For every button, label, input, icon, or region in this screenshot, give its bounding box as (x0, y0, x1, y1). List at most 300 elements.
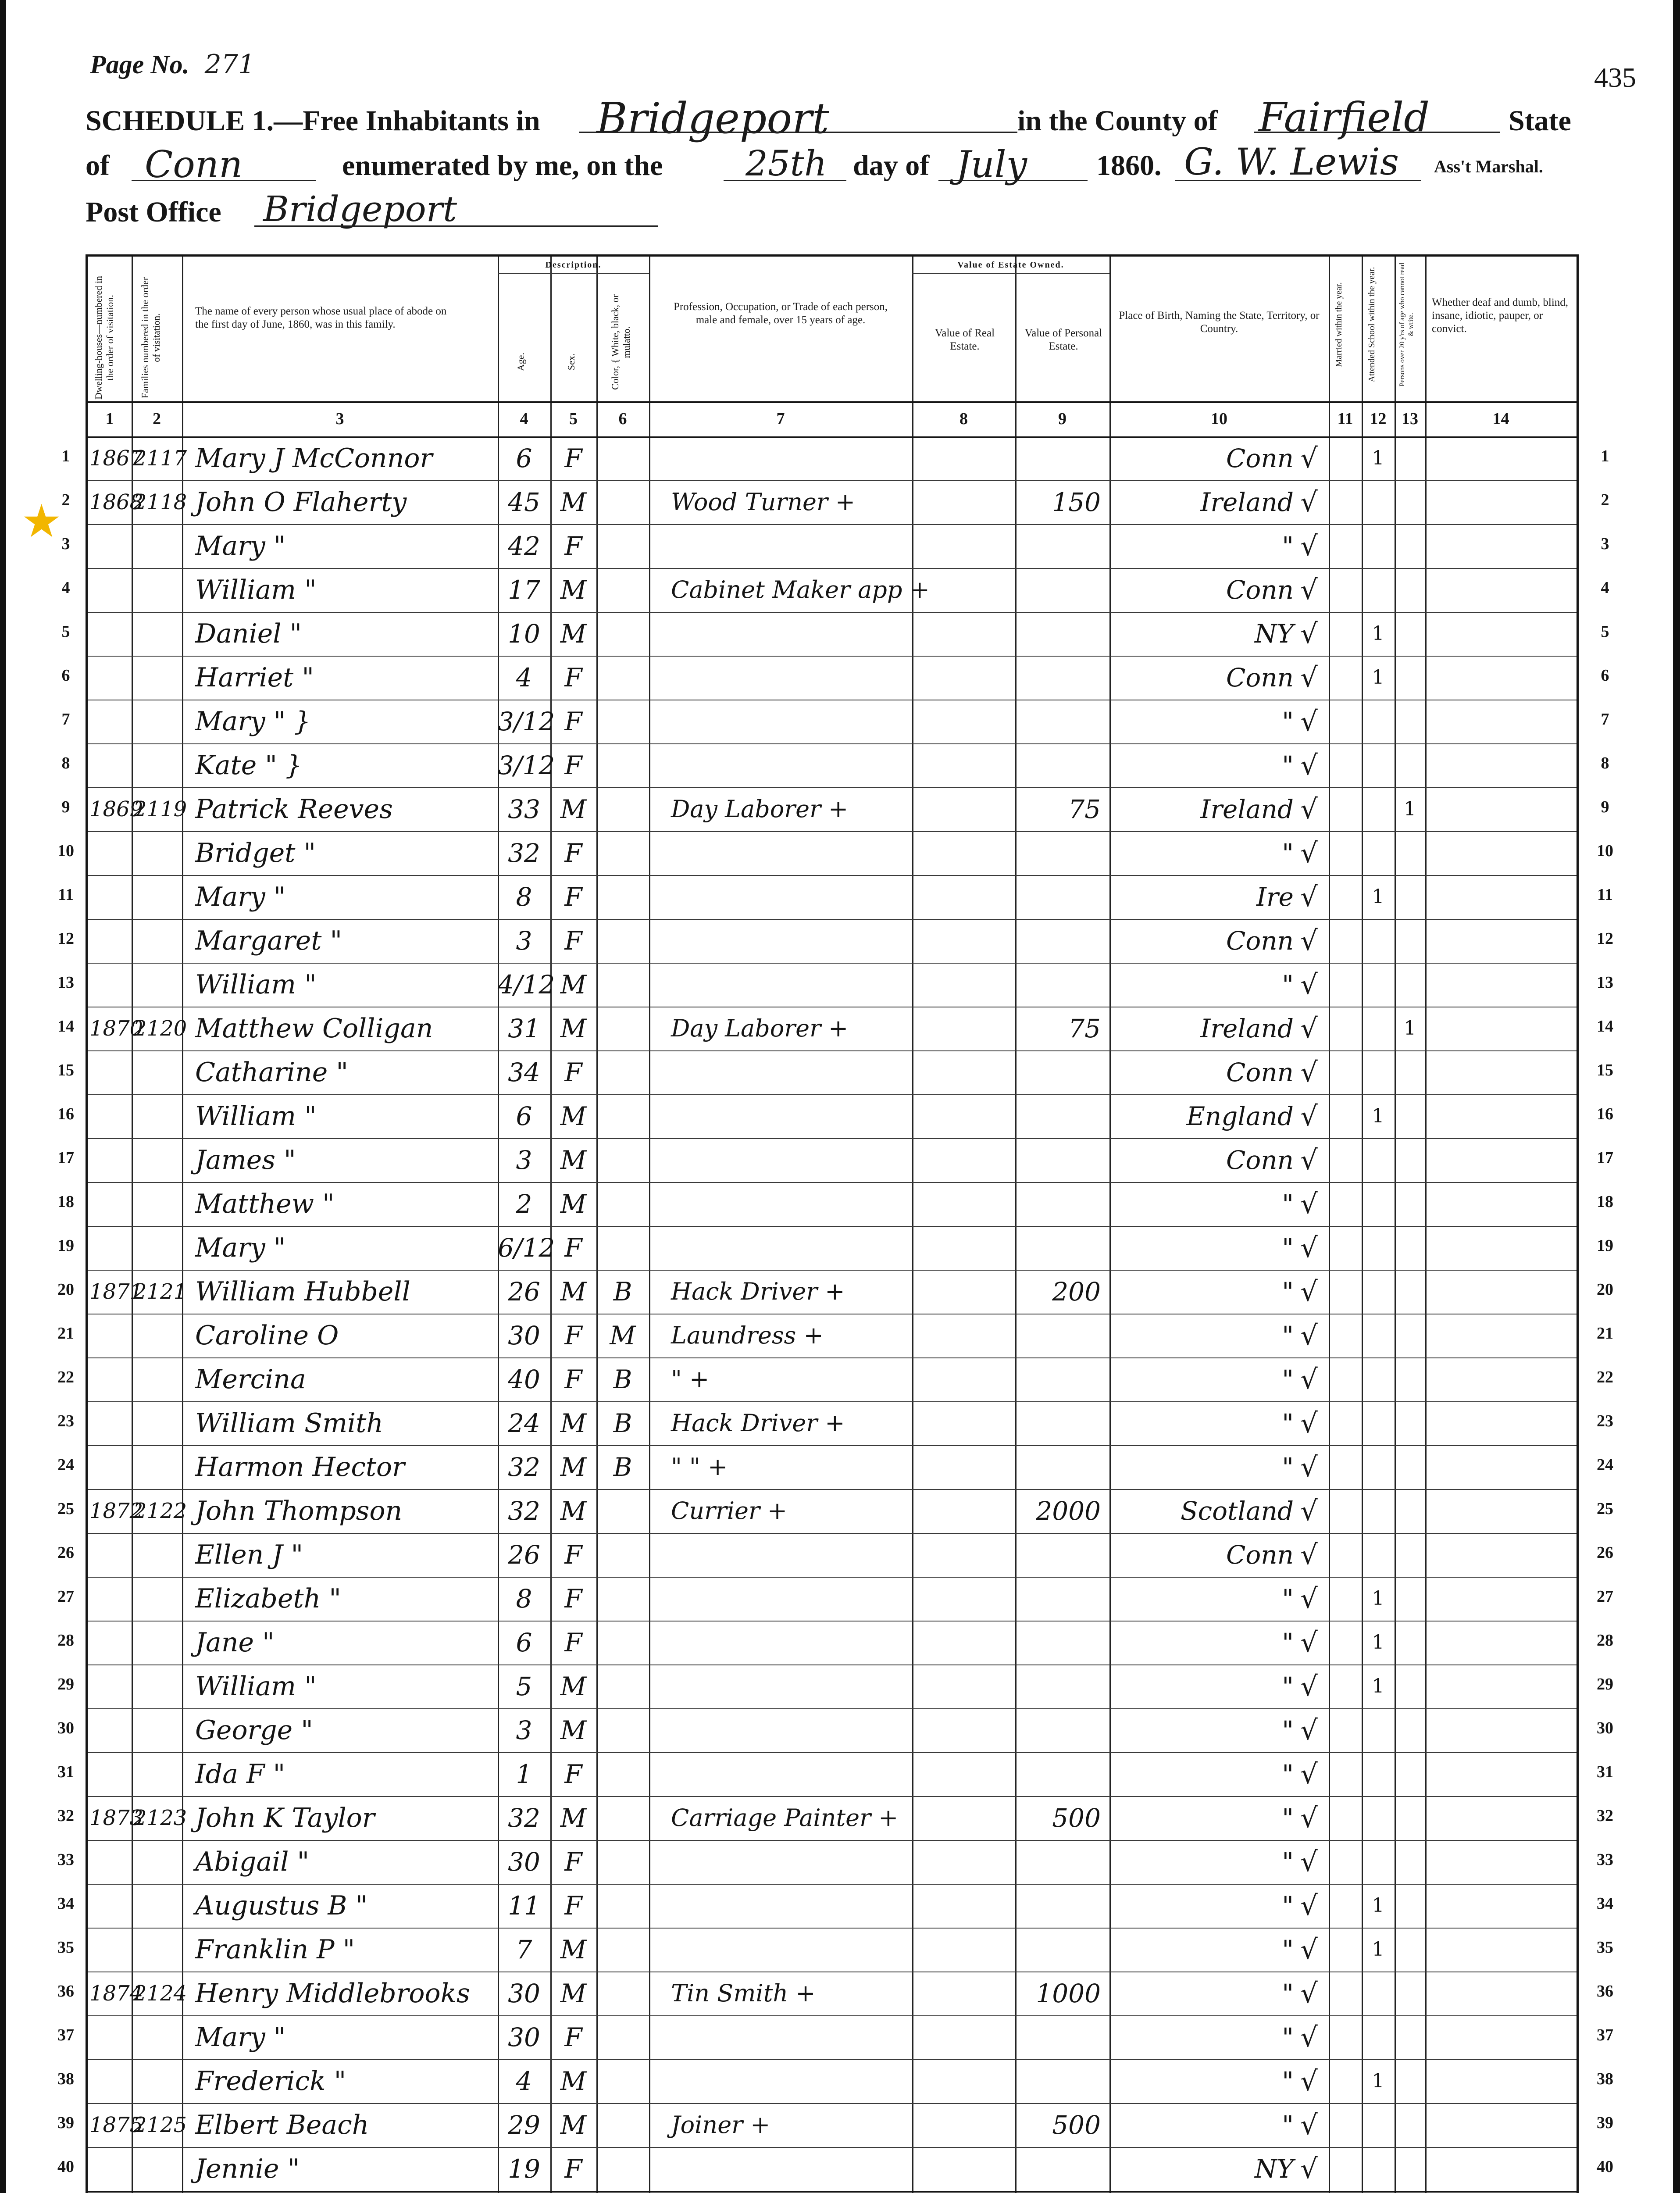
sex: F (564, 1540, 582, 1570)
birthplace-check-mark: √ (1300, 1670, 1318, 1702)
birthplace-check-mark: √ (1300, 2065, 1318, 2097)
row-number-left: 2 (61, 491, 70, 509)
row-number-left: 10 (57, 842, 74, 860)
sex: M (560, 1189, 587, 1219)
row-number-right: 1 (1601, 447, 1609, 465)
family-number: 2124 (133, 1981, 187, 2006)
birthplace: " (1282, 1759, 1294, 1789)
birthplace: " (1282, 1628, 1294, 1657)
person-name: Kate " } (195, 750, 303, 781)
birthplace: " (1282, 2066, 1294, 2096)
sex: M (560, 1277, 587, 1307)
age: 3 (516, 926, 532, 956)
col5-header: Sex. (566, 353, 577, 371)
sex: F (564, 663, 582, 693)
person-name: Harriet " (195, 662, 314, 693)
personal-estate-value: 200 (1052, 1277, 1101, 1307)
row-number-right: 14 (1597, 1017, 1613, 1036)
column-number-10: 10 (1211, 410, 1227, 428)
birthplace: " (1282, 750, 1294, 780)
birthplace: Scotland (1180, 1496, 1294, 1526)
row-number-right: 10 (1597, 842, 1613, 860)
birthplace: " (1282, 1233, 1294, 1263)
enumerated-label: enumerated by me, on the (342, 150, 663, 182)
birthplace: " (1282, 1452, 1294, 1482)
personal-estate-value: 500 (1052, 1803, 1101, 1833)
row-number-right: 21 (1597, 1324, 1613, 1343)
person-name: Caroline O (195, 1320, 339, 1351)
sex: F (564, 1233, 582, 1263)
row-number-left: 6 (61, 666, 70, 685)
row-number-left: 32 (57, 1807, 74, 1825)
row-rule (88, 2147, 1577, 2148)
marshal-name: G. W. Lewis (1184, 140, 1399, 183)
sex: M (560, 1101, 587, 1131)
occupation: Carriage Painter + (671, 1804, 899, 1832)
age: 29 (508, 2110, 540, 2140)
person-name: Mary J McConnor (195, 443, 433, 474)
age: 8 (516, 882, 532, 912)
birthplace-check-mark: √ (1300, 1451, 1318, 1483)
row-number-right: 30 (1597, 1719, 1613, 1737)
col8-header: Value of Real Estate. (935, 327, 995, 352)
dwelling-number: 1870 (89, 1016, 143, 1041)
page-number-line (90, 49, 255, 80)
row-rule (88, 1226, 1577, 1227)
row-number-left: 3 (61, 535, 70, 553)
birthplace-check-mark: √ (1300, 1275, 1318, 1307)
sex: M (560, 1145, 587, 1175)
col-rule-12 (1395, 257, 1396, 2193)
row-number-right: 13 (1597, 973, 1613, 992)
person-name: Frederick " (195, 2066, 346, 2097)
age: 3/12 (498, 750, 555, 780)
totals-top-rule (88, 2191, 1577, 2193)
row-number-left: 30 (57, 1719, 74, 1737)
sex: M (560, 2110, 587, 2140)
age: 3 (516, 1145, 532, 1175)
attended-school: 1 (1372, 1631, 1384, 1654)
column-number-13: 13 (1402, 410, 1418, 428)
sex: F (564, 750, 582, 780)
age: 4/12 (498, 970, 555, 1000)
row-rule (88, 2015, 1577, 2016)
row-rule (88, 612, 1577, 613)
sex: M (560, 575, 587, 605)
sex: F (564, 882, 582, 912)
row-number-right: 31 (1597, 1763, 1613, 1781)
person-name: William Smith (195, 1408, 384, 1439)
col-rule-10 (1329, 257, 1330, 2193)
attended-school: 1 (1372, 666, 1384, 689)
of-label: of (86, 150, 110, 182)
age: 33 (508, 794, 540, 824)
day-of-label: day of (853, 150, 930, 182)
age: 8 (516, 1584, 532, 1614)
col-rule-8 (1015, 257, 1017, 2193)
birthplace-check-mark: √ (1300, 1319, 1318, 1351)
birthplace: " (1282, 1715, 1294, 1745)
dwelling-number: 1868 (89, 490, 143, 514)
row-number-right: 40 (1597, 2157, 1613, 2176)
age: 1 (516, 1759, 532, 1789)
birthplace: " (1282, 1189, 1294, 1219)
row-number-left: 9 (61, 798, 70, 816)
sex: F (564, 443, 582, 473)
row-number-right: 26 (1597, 1543, 1613, 1562)
row-number-right: 28 (1597, 1631, 1613, 1650)
birthplace-check-mark: √ (1300, 1846, 1318, 1878)
row-number-left: 33 (57, 1850, 74, 1869)
age: 31 (508, 1014, 540, 1043)
birthplace-check-mark: √ (1300, 486, 1318, 518)
marshal-rule (1175, 180, 1421, 181)
row-number-left: 16 (57, 1105, 74, 1123)
row-number-left: 1 (61, 447, 70, 465)
row-number-right: 11 (1597, 886, 1613, 904)
birthplace: Conn (1226, 1540, 1294, 1570)
personal-estate-value: 150 (1052, 487, 1101, 517)
person-name: William Hubbell (195, 1276, 410, 1307)
stamped-page-number: 435 (1594, 62, 1636, 93)
row-number-left: 25 (57, 1500, 74, 1518)
year-label: 1860. (1096, 150, 1162, 182)
row-number-right: 22 (1597, 1368, 1613, 1386)
age: 30 (508, 1979, 540, 2008)
birthplace: Conn (1226, 926, 1294, 956)
census-table (86, 254, 1579, 2193)
dwelling-number: 1874 (89, 1981, 143, 2006)
family-number: 2121 (133, 1279, 187, 1304)
row-number-left: 27 (57, 1587, 74, 1606)
sex: F (564, 2022, 582, 2052)
person-name: Mary " (195, 2022, 286, 2053)
occupation: Hack Driver + (671, 1278, 845, 1305)
row-number-right: 36 (1597, 1982, 1613, 2000)
birthplace: " (1282, 970, 1294, 1000)
color: B (613, 1408, 632, 1438)
birthplace-check-mark: √ (1300, 1802, 1318, 1834)
row-number-left: 29 (57, 1675, 74, 1693)
birthplace-check-mark: √ (1300, 1977, 1318, 2009)
row-number-left: 20 (57, 1280, 74, 1299)
birthplace-check-mark: √ (1300, 705, 1318, 737)
sex: F (564, 531, 582, 561)
column-number-9: 9 (1058, 410, 1066, 428)
person-name: William " (195, 1671, 317, 1702)
col14-header: Whether deaf and dumb, blind, insane, idiotic, pauper, or convict. (1432, 296, 1569, 335)
person-name: William " (195, 1101, 317, 1132)
day-value: 25th (745, 143, 827, 184)
row-number-right: 33 (1597, 1850, 1613, 1869)
column-number-11: 11 (1337, 410, 1353, 428)
county-rule (1254, 132, 1500, 133)
col3-header: The name of every person whose usual place of abode on the first day of June, 1860, was in this family. (195, 305, 447, 330)
person-name: William " (195, 575, 317, 605)
state-rule (132, 180, 316, 181)
birthplace: Conn (1226, 663, 1294, 693)
column-number-3: 3 (335, 410, 344, 428)
birthplace: Ireland (1200, 794, 1294, 824)
county-label: in the County of (1017, 105, 1218, 137)
row-number-left: 22 (57, 1368, 74, 1386)
birthplace-check-mark: √ (1300, 1495, 1318, 1527)
sex: F (564, 838, 582, 868)
family-number: 2117 (133, 446, 187, 471)
sex: F (564, 707, 582, 736)
row-number-right: 4 (1601, 579, 1609, 597)
occupation: Hack Driver + (671, 1409, 845, 1437)
attended-school: 1 (1372, 2070, 1384, 2092)
attended-school: 1 (1372, 447, 1384, 469)
state-name: Conn (145, 143, 243, 186)
estate-header-rule (912, 273, 1109, 274)
person-name: Patrick Reeves (195, 794, 393, 825)
birthplace-check-mark: √ (1300, 1582, 1318, 1614)
row-number-right: 24 (1597, 1456, 1613, 1474)
row-rule (88, 1621, 1577, 1622)
birthplace-check-mark: √ (1300, 1012, 1318, 1044)
column-number-14: 14 (1492, 410, 1509, 428)
person-name: Catharine " (195, 1057, 348, 1088)
row-number-left: 38 (57, 2070, 74, 2088)
age: 4 (516, 2066, 532, 2096)
col12-header: Attended School within the year. (1367, 267, 1377, 382)
person-name: Jennie " (195, 2154, 300, 2184)
family-number: 2123 (133, 1806, 187, 1830)
row-rule (88, 1533, 1577, 1534)
row-number-right: 38 (1597, 2070, 1613, 2088)
birthplace-check-mark: √ (1300, 1539, 1318, 1571)
person-name: Mercina (195, 1364, 306, 1395)
age: 30 (508, 2022, 540, 2052)
birthplace-check-mark: √ (1300, 1933, 1318, 1965)
row-rule (88, 875, 1577, 876)
cannot-read-write: 1 (1404, 1017, 1416, 1039)
birthplace-check-mark: √ (1300, 1407, 1318, 1439)
row-number-left: 18 (57, 1193, 74, 1211)
row-number-right: 16 (1597, 1105, 1613, 1123)
person-name: Ellen J " (195, 1539, 303, 1570)
occupation: Cabinet Maker app + (671, 576, 930, 604)
col-rule-2 (182, 257, 183, 2193)
birthplace-check-mark: √ (1300, 1232, 1318, 1264)
birthplace-check-mark: √ (1300, 881, 1318, 913)
birthplace: " (1282, 1891, 1294, 1921)
sex: F (564, 2154, 582, 2184)
age: 6 (516, 443, 532, 473)
birthplace: " (1282, 1979, 1294, 2008)
col2-header: Families numbered in the order of visitation. (139, 277, 162, 399)
birthplace-check-mark: √ (1300, 1144, 1318, 1176)
row-number-left: 24 (57, 1456, 74, 1474)
birthplace-check-mark: √ (1300, 968, 1318, 1000)
birthplace-check-mark: √ (1300, 442, 1318, 474)
person-name: John O Flaherty (195, 487, 407, 518)
birthplace-check-mark: √ (1300, 661, 1318, 693)
col7-header: Profession, Occupation, or Trade of each person, male and female, over 15 years of age. (673, 301, 888, 326)
age: 34 (508, 1057, 540, 1087)
attended-school: 1 (1372, 886, 1384, 908)
birthplace: " (1282, 1672, 1294, 1701)
age: 6 (516, 1628, 532, 1657)
column-number-7: 7 (776, 410, 785, 428)
row-number-left: 19 (57, 1236, 74, 1255)
color: B (613, 1452, 632, 1482)
row-number-right: 2 (1601, 491, 1609, 509)
sex: M (560, 1715, 587, 1745)
birthplace: NY (1254, 2154, 1294, 2184)
sex: F (564, 1759, 582, 1789)
birthplace-check-mark: √ (1300, 2109, 1318, 2141)
row-number-right: 18 (1597, 1193, 1613, 1211)
birthplace: " (1282, 1364, 1294, 1394)
person-name: Mary " (195, 882, 286, 912)
attended-school: 1 (1372, 1587, 1384, 1610)
person-name: Mary " (195, 531, 286, 561)
attended-school: 1 (1372, 1894, 1384, 1917)
sex: F (564, 1891, 582, 1921)
age: 40 (508, 1364, 540, 1394)
age: 32 (508, 838, 540, 868)
column-number-2: 2 (153, 410, 161, 428)
sex: F (564, 1584, 582, 1614)
age: 42 (508, 531, 540, 561)
column-number-6: 6 (618, 410, 627, 428)
person-name: George " (195, 1715, 313, 1746)
dwelling-number: 1869 (89, 797, 143, 821)
post-office-value: Bridgeport (263, 189, 457, 229)
age: 17 (508, 575, 540, 605)
birthplace-check-mark: √ (1300, 2153, 1318, 2185)
row-number-left: 34 (57, 1894, 74, 1913)
birthplace-check-mark: √ (1300, 1758, 1318, 1790)
row-number-left: 37 (57, 2026, 74, 2044)
age: 10 (508, 619, 540, 649)
age: 24 (508, 1408, 540, 1438)
col9-header: Value of Personal Estate. (1024, 327, 1102, 352)
person-name: Abigail " (195, 1847, 310, 1877)
row-number-right: 20 (1597, 1280, 1613, 1299)
row-number-left: 7 (61, 710, 70, 729)
sex: M (560, 970, 587, 1000)
person-name: Ida F " (195, 1759, 285, 1789)
age: 5 (516, 1672, 532, 1701)
birthplace: " (1282, 1935, 1294, 1964)
column-number-5: 5 (569, 410, 578, 428)
attended-school: 1 (1372, 1675, 1384, 1697)
row-number-right: 25 (1597, 1500, 1613, 1518)
birthplace: Conn (1226, 1057, 1294, 1087)
person-name: Harmon Hector (195, 1452, 405, 1482)
birthplace: Conn (1226, 443, 1294, 473)
row-number-left: 11 (58, 886, 74, 904)
month-value: July (956, 143, 1027, 186)
person-name: Henry Middlebrooks (195, 1978, 470, 2009)
column-number-4: 4 (520, 410, 528, 428)
birthplace-check-mark: √ (1300, 1714, 1318, 1746)
row-number-right: 34 (1597, 1894, 1613, 1913)
schedule-label: SCHEDULE 1.—Free Inhabitants in (86, 105, 540, 137)
birthplace-check-mark: √ (1300, 1100, 1318, 1132)
row-rule (88, 1840, 1577, 1841)
sex: M (560, 1935, 587, 1964)
row-number-left: 39 (57, 2114, 74, 2132)
birthplace: " (1282, 531, 1294, 561)
row-number-right: 12 (1597, 929, 1613, 948)
row-number-right: 19 (1597, 1236, 1613, 1255)
age: 4 (516, 663, 532, 693)
color: B (613, 1277, 632, 1307)
sex: M (560, 1979, 587, 2008)
row-number-left: 13 (57, 973, 74, 992)
sex: F (564, 1321, 582, 1350)
col13-header: Persons over 20 y'rs of age who cannot read & write. (1398, 263, 1415, 386)
occupation: Day Laborer + (671, 795, 849, 823)
dwelling-number: 1872 (89, 1499, 143, 1523)
place-name: Bridgeport (596, 94, 829, 143)
page-no-label: Page No. (90, 50, 189, 79)
attended-school: 1 (1372, 1938, 1384, 1961)
col-rule-9 (1109, 257, 1111, 2193)
page-edge-right (1673, 0, 1680, 2193)
occupation: Joiner + (671, 2111, 770, 2139)
sex: F (564, 1628, 582, 1657)
birthplace: England (1186, 1101, 1294, 1131)
sex: M (560, 2066, 587, 2096)
col-rule-13 (1425, 257, 1427, 2193)
cannot-read-write: 1 (1404, 798, 1416, 820)
description-header-rule (498, 273, 649, 274)
column-number-8: 8 (959, 410, 968, 428)
personal-estate-value: 1000 (1036, 1979, 1101, 2008)
age: 19 (508, 2154, 540, 2184)
column-number-1: 1 (105, 410, 114, 428)
row-number-left: 17 (57, 1149, 74, 1167)
attended-school: 1 (1372, 622, 1384, 645)
person-name: Elizabeth " (195, 1583, 341, 1614)
row-number-right: 35 (1597, 1938, 1613, 1957)
row-number-right: 5 (1601, 622, 1609, 641)
sex: M (560, 1408, 587, 1438)
birthplace-check-mark: √ (1300, 618, 1318, 650)
sex: F (564, 1847, 582, 1877)
row-number-right: 7 (1601, 710, 1609, 729)
age: 2 (516, 1189, 532, 1219)
day-rule (724, 180, 846, 181)
col-rule-7 (912, 257, 913, 2193)
row-number-right: 23 (1597, 1412, 1613, 1430)
birthplace-check-mark: √ (1300, 1188, 1318, 1220)
birthplace-check-mark: √ (1300, 1056, 1318, 1088)
schedule-title (86, 104, 540, 138)
page-no-value: 271 (204, 49, 255, 80)
birthplace-check-mark: √ (1300, 925, 1318, 957)
birthplace-check-mark: √ (1300, 1626, 1318, 1658)
post-office-rule (254, 225, 658, 227)
row-number-right: 37 (1597, 2026, 1613, 2044)
age: 32 (508, 1803, 540, 1833)
person-name: Daniel " (195, 618, 302, 649)
row-rule (88, 524, 1577, 525)
row-number-right: 9 (1601, 798, 1609, 816)
column-number-12: 12 (1370, 410, 1387, 428)
age: 32 (508, 1452, 540, 1482)
age: 26 (508, 1277, 540, 1307)
person-name: John Thompson (195, 1496, 403, 1526)
birthplace-check-mark: √ (1300, 749, 1318, 781)
age: 6/12 (498, 1233, 555, 1263)
